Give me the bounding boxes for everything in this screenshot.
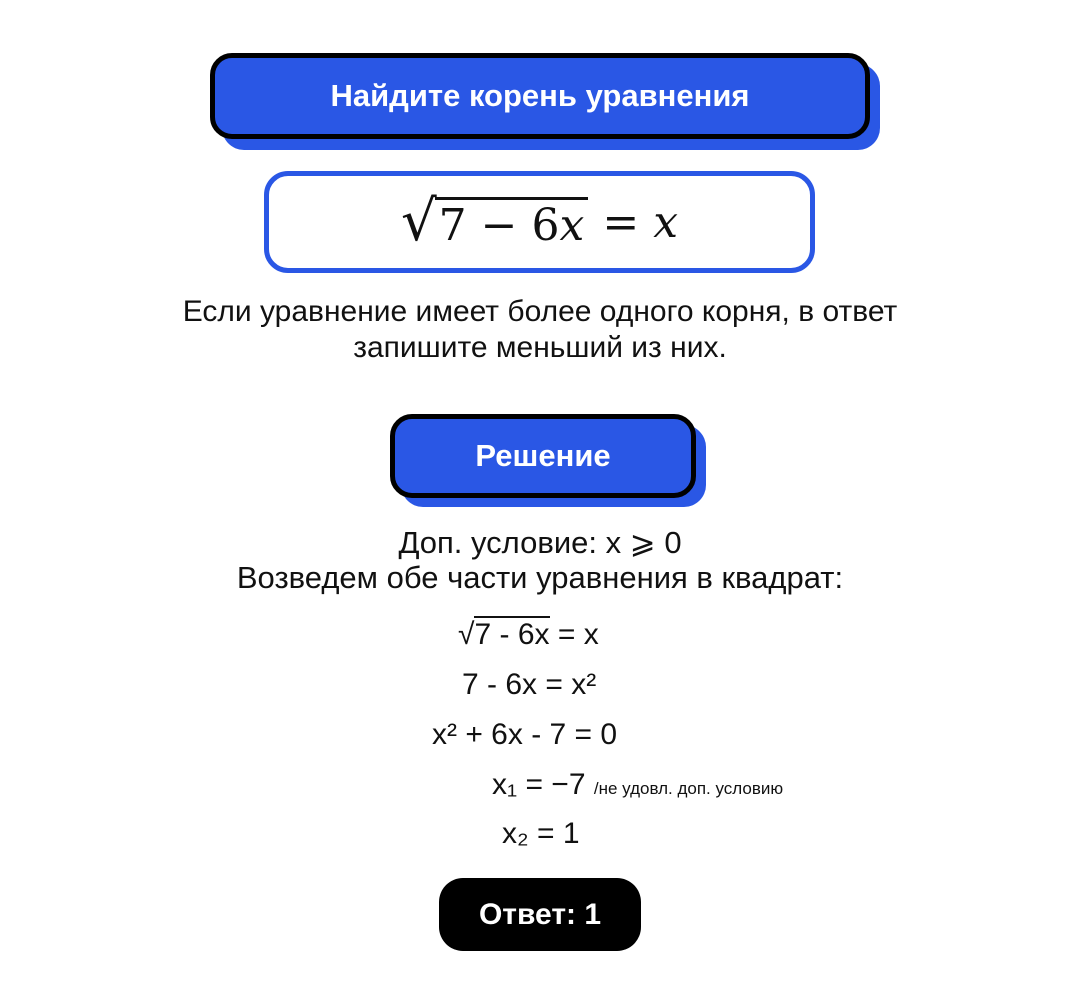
- answer-badge: [439, 878, 641, 951]
- equals-sign: =: [602, 196, 640, 248]
- step-1: [458, 617, 599, 653]
- note-line-1: Если уравнение имеет более одного корня, в ответ: [182, 295, 898, 328]
- step-3: x² + 6x - 7 = 0: [432, 718, 618, 751]
- sqrt-small-icon: √: [458, 618, 475, 651]
- instruction-text: Возведем обе части уравнения в квадрат:: [236, 560, 844, 595]
- root-2: x₂ = 1: [502, 817, 580, 850]
- step-1-radicand: 7 - 6x: [474, 618, 550, 651]
- step-1-rhs: = x: [549, 618, 599, 651]
- root-1-value: x₁ = −7: [492, 768, 586, 801]
- solution-badge: [390, 414, 696, 498]
- root-1-note: /не удовл. доп. условию: [593, 779, 784, 798]
- note-line-2: запишите меньший из них.: [353, 331, 727, 364]
- title-badge: [210, 53, 870, 139]
- root-1: [492, 767, 783, 807]
- page-title: Найдите корень уравнения: [330, 78, 750, 113]
- equation-rhs: x: [653, 196, 679, 248]
- step-2: 7 - 6x = x²: [462, 668, 597, 701]
- condition-text: Доп. условие: x ⩾ 0: [398, 525, 682, 560]
- sqrt-expression: [400, 189, 588, 254]
- answer-text: Ответ: 1: [478, 897, 602, 931]
- solution-title: Решение: [475, 438, 611, 473]
- equation-box: [264, 171, 815, 273]
- sqrt-sign-icon: √: [400, 189, 437, 254]
- radicand: 7 − 6x: [435, 197, 589, 250]
